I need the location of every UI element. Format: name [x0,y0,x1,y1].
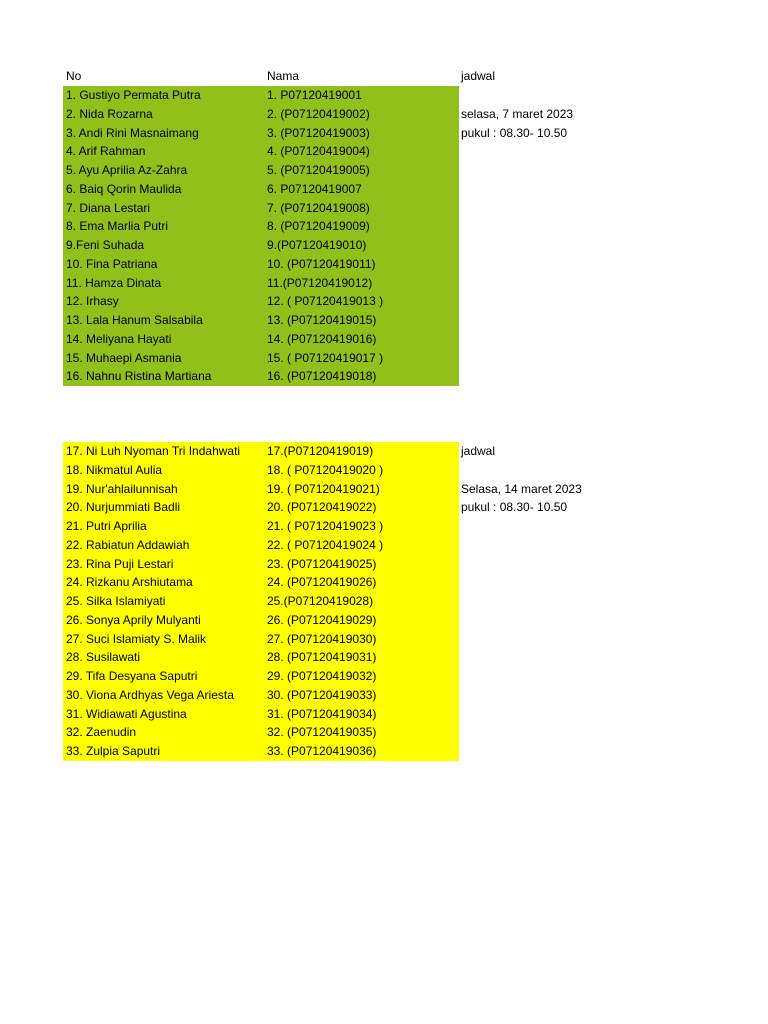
cell-student-name[interactable]: 29. Tifa Desyana Saputri [63,667,264,686]
cell-schedule[interactable] [459,367,699,386]
cell-schedule[interactable] [459,648,699,667]
cell-schedule[interactable] [459,274,699,293]
cell-schedule[interactable] [459,292,699,311]
cell-student-name[interactable]: 7. Diana Lestari [63,199,264,218]
cell-student-id[interactable]: 25.(P07120419028) [264,592,459,611]
cell-student-id[interactable]: 18. ( P07120419020 ) [264,461,459,480]
cell-student-name[interactable]: 33. Zulpia Saputri [63,742,264,761]
table-row [63,630,703,649]
cell-student-id[interactable]: 22. ( P07120419024 ) [264,536,459,555]
header-row [63,67,703,86]
cell-student-name[interactable]: 27. Suci Islamiaty S. Malik [63,630,264,649]
cell-student-id[interactable]: 17.(P07120419019) [264,442,459,461]
cell-student-name[interactable]: 8. Ema Marlia Putri [63,217,264,236]
header-jadwal[interactable]: jadwal [461,69,496,83]
cell-schedule[interactable] [459,330,699,349]
cell-student-name[interactable]: 20. Nurjummiati Badli [63,498,264,517]
cell-schedule[interactable] [459,686,699,705]
cell-student-id[interactable]: 9.(P07120419010) [264,236,459,255]
cell-schedule[interactable] [459,461,699,480]
cell-schedule[interactable] [459,630,699,649]
table-row [63,274,703,293]
cell-student-name[interactable]: 13. Lala Hanum Salsabila [63,311,264,330]
table-row [63,442,703,461]
cell-student-name[interactable]: 31. Widiawati Agustina [63,705,264,724]
cell-schedule[interactable]: pukul : 08.30- 10.50 [461,500,568,515]
table-row [63,592,703,611]
cell-schedule[interactable] [459,592,699,611]
table-row [63,517,703,536]
cell-student-id[interactable]: 31. (P07120419034) [264,705,459,724]
cell-student-name[interactable]: 14. Meliyana Hayati [63,330,264,349]
cell-student-id[interactable]: 16. (P07120419018) [264,367,459,386]
cell-schedule[interactable] [459,311,699,330]
cell-schedule[interactable]: pukul : 08.30- 10.50 [461,125,568,140]
header-nama[interactable]: Nama [267,69,300,83]
table-row [63,161,703,180]
cell-schedule[interactable] [459,199,699,218]
cell-schedule[interactable] [459,742,699,761]
cell-student-id[interactable]: 10. (P07120419011) [264,255,459,274]
cell-student-id[interactable]: 2. (P07120419002) [264,105,459,124]
cell-schedule[interactable] [459,217,699,236]
cell-schedule[interactable] [459,517,699,536]
cell-student-id[interactable]: 21. ( P07120419023 ) [264,517,459,536]
cell-schedule[interactable] [459,555,699,574]
cell-student-id[interactable]: 28. (P07120419031) [264,648,459,667]
table-row [63,723,703,742]
cell-student-name[interactable]: 11. Hamza Dinata [63,274,264,293]
group-2-table [63,442,703,761]
table-row [63,180,703,199]
table-row [63,705,703,724]
cell-schedule[interactable] [459,86,699,105]
header-no[interactable]: No [66,69,82,83]
cell-schedule[interactable] [459,161,699,180]
cell-schedule[interactable] [459,573,699,592]
cell-student-name[interactable]: 26. Sonya Aprily Mulyanti [63,611,264,630]
table-row [63,536,703,555]
cell-student-id[interactable]: 20. (P07120419022) [264,498,459,517]
cell-schedule[interactable] [459,236,699,255]
cell-student-id[interactable]: 1. P07120419001 [264,86,459,105]
cell-student-name[interactable]: 4. Arif Rahman [63,142,264,161]
table-row [63,742,703,761]
cell-schedule[interactable]: Selasa, 14 maret 2023 [461,481,582,496]
cell-schedule[interactable] [459,723,699,742]
table-row [63,611,703,630]
cell-student-id[interactable]: 19. ( P07120419021) [264,480,459,499]
table-row [63,667,703,686]
cell-student-id[interactable]: 12. ( P07120419013 ) [264,292,459,311]
cell-schedule[interactable] [459,349,699,368]
table-row [63,648,703,667]
table-row [63,236,703,255]
table-row [63,142,703,161]
table-row [63,555,703,574]
cell-student-id[interactable]: 26. (P07120419029) [264,611,459,630]
cell-schedule[interactable] [459,705,699,724]
cell-student-name[interactable]: 25. Silka Islamiyati [63,592,264,611]
table-row [63,686,703,705]
cell-student-id[interactable]: 23. (P07120419025) [264,555,459,574]
table-row [63,86,703,105]
cell-student-name[interactable]: 24. Rizkanu Arshiutama [63,573,264,592]
cell-student-name[interactable]: 3. Andi Rini Masnaimang [63,124,264,143]
table-row [63,330,703,349]
table-row [63,255,703,274]
cell-student-name[interactable]: 28. Susilawati [63,648,264,667]
table-row [63,292,703,311]
cell-student-name[interactable]: 19. Nur'ahlailunnisah [63,480,264,499]
cell-schedule[interactable] [459,667,699,686]
cell-student-id[interactable]: 30. (P07120419033) [264,686,459,705]
cell-schedule[interactable] [459,255,699,274]
cell-student-id[interactable]: 7. (P07120419008) [264,199,459,218]
table-row [63,105,703,124]
cell-student-name[interactable]: 9.Feni Suhada [63,236,264,255]
cell-student-name[interactable]: 30. Viona Ardhyas Vega Ariesta [63,686,264,705]
table-row [63,199,703,218]
table-row [63,311,703,330]
cell-schedule[interactable]: selasa, 7 maret 2023 [461,106,574,121]
cell-student-id[interactable]: 29. (P07120419032) [264,667,459,686]
cell-student-name[interactable]: 12. Irhasy [63,292,264,311]
cell-schedule[interactable] [459,611,699,630]
cell-schedule[interactable]: jadwal [461,444,496,458]
cell-student-id[interactable]: 3. (P07120419003) [264,124,459,143]
table-row [63,480,703,499]
table-row [63,573,703,592]
cell-student-name[interactable]: 23. Rina Puji Lestari [63,555,264,574]
cell-student-id[interactable]: 24. (P07120419026) [264,573,459,592]
cell-student-id[interactable]: 6. P07120419007 [264,180,459,199]
cell-student-name[interactable]: 1. Gustiyo Permata Putra [63,86,264,105]
cell-student-id[interactable]: 27. (P07120419030) [264,630,459,649]
cell-student-id[interactable]: 32. (P07120419035) [264,723,459,742]
cell-student-name[interactable]: 10. Fina Patriana [63,255,264,274]
cell-student-name[interactable]: 15. Muhaepi Asmania [63,349,264,368]
cell-student-name[interactable]: 16. Nahnu Ristina Martiana [63,367,264,386]
cell-student-id[interactable]: 4. (P07120419004) [264,142,459,161]
cell-schedule[interactable] [459,536,699,555]
cell-student-name[interactable]: 17. Ni Luh Nyoman Tri Indahwati [63,442,264,461]
cell-student-name[interactable]: 22. Rabiatun Addawiah [63,536,264,555]
cell-student-name[interactable]: 21. Putri Aprilia [63,517,264,536]
table-row [63,349,703,368]
cell-student-id[interactable]: 5. (P07120419005) [264,161,459,180]
cell-student-id[interactable]: 33. (P07120419036) [264,742,459,761]
group-1-table [63,86,703,386]
cell-student-name[interactable]: 18. Nikmatul Aulia [63,461,264,480]
table-row [63,217,703,236]
cell-student-name[interactable]: 2. Nida Rozarna [63,105,264,124]
cell-student-id[interactable]: 11.(P07120419012) [264,274,459,293]
table-row [63,498,703,517]
cell-student-id[interactable]: 15. ( P07120419017 ) [264,349,459,368]
cell-schedule[interactable] [459,180,699,199]
table-row [63,124,703,143]
cell-student-name[interactable]: 32. Zaenudin [63,723,264,742]
cell-student-id[interactable]: 13. (P07120419015) [264,311,459,330]
cell-student-id[interactable]: 14. (P07120419016) [264,330,459,349]
cell-schedule[interactable] [459,142,699,161]
cell-student-name[interactable]: 5. Ayu Aprilia Az-Zahra [63,161,264,180]
table-row [63,367,703,386]
cell-student-id[interactable]: 8. (P07120419009) [264,217,459,236]
table-row [63,461,703,480]
cell-student-name[interactable]: 6. Baiq Qorin Maulida [63,180,264,199]
